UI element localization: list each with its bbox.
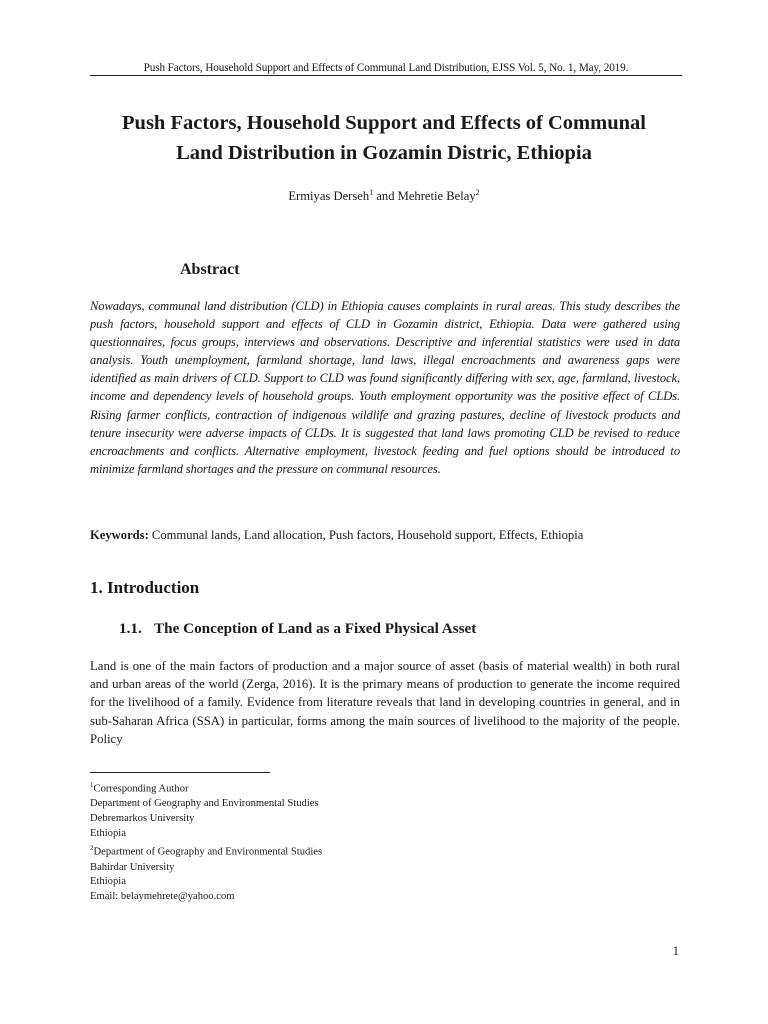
subsection-number: 1.1. bbox=[119, 620, 142, 637]
footnote-1-mark: 1 bbox=[90, 781, 94, 789]
section-heading-introduction: 1. Introduction bbox=[90, 578, 200, 597]
page-number: 1 bbox=[672, 944, 679, 958]
footnote-separator bbox=[90, 772, 270, 773]
author-2: Mehretie Belay bbox=[397, 189, 476, 204]
footnote-2-department: Department of Geography and Environmental Studies bbox=[93, 846, 323, 858]
keywords-label: Keywords: bbox=[90, 528, 149, 542]
title-line-1: Push Factors, Household Support and Effects of Communal bbox=[122, 112, 646, 134]
paper-title bbox=[60, 108, 708, 168]
footnote-2 bbox=[90, 841, 590, 860]
title-line-2: Land Distribution in Gozamin Distric, Ethiopia bbox=[176, 142, 592, 164]
footnote-2-country: Ethiopia bbox=[90, 876, 126, 888]
author-1: Ermiyas Derseh bbox=[288, 189, 370, 204]
keywords bbox=[90, 528, 690, 543]
author-list bbox=[60, 188, 708, 204]
subsection-heading bbox=[119, 620, 476, 638]
footnote-2-university: Bahirdar University bbox=[90, 861, 175, 873]
subsection-title: The Conception of Land as a Fixed Physical Asset bbox=[154, 620, 477, 637]
introduction-paragraph: Land is one of the main factors of production and a major source of asset (basis of material wealth) in both rural and urban areas of the world (Zerga, 2016). It is the primary means of production to generate the income required for the livelihood of a family. Evidence from literature reveals that land in developing countries in general, and in sub-Saharan Africa (SSA) in particular, forms among the main sources of livelihood to the majority of the people. Policy bbox=[90, 659, 680, 746]
abstract-text: Nowadays, communal land distribution (CLD) in Ethiopia causes complaints in rural areas. This study describes the push factors, household support and effects of CLD in Gozamin district, Ethiopia. Data were gathered using questionnaires, focus groups, interviews and observations. Descriptive and inferential statistics were used in data analysis. Youth unemployment, farmland shortage, land laws, illegal encroachments and awareness gaps were identified as main drivers of CLD. Support to CLD was found significantly differing with sex, age, farmland, livestock, income and dependency levels of household groups. Youth employment opportunity was the positive effect of CLDs. Rising farmer conflicts, contraction of indigenous wildlife and grazing pastures, decline of livestock products and tenure insecurity were adverse impacts of CLDs. It is suggested that land laws promoting CLD be revised to reduce encroachments and conflicts. Alternative employment, livestock feeding and fuel options should be introduced to minimize farmland shortages and the pressure on communal resources. bbox=[90, 299, 680, 476]
keywords-list: Communal lands, Land allocation, Push factors, Household support, Effects, Ethiopia bbox=[148, 528, 584, 542]
footnote-1-title: Corresponding Author bbox=[93, 783, 189, 795]
author-1-footnote-mark: 1 bbox=[369, 188, 374, 197]
author-2-footnote-mark: 2 bbox=[475, 188, 480, 197]
footnote-1-university: Debremarkos University bbox=[90, 812, 195, 824]
running-head: Push Factors, Household Support and Effects of Communal Land Distribution, EJSS Vol. 5, No. 1, May, 2019. bbox=[90, 62, 682, 76]
footnote-1-department: Department of Geography and Environmental Studies bbox=[90, 798, 319, 810]
footnote-2-mark: 2 bbox=[90, 844, 94, 853]
abstract-heading: Abstract bbox=[180, 261, 240, 278]
footnote-email: Email: belaymehrete@yahoo.com bbox=[90, 890, 235, 902]
footnotes bbox=[90, 778, 590, 905]
author-conjunction: and bbox=[373, 189, 398, 204]
footnote-1 bbox=[90, 778, 590, 797]
footnote-1-country: Ethiopia bbox=[90, 827, 126, 839]
